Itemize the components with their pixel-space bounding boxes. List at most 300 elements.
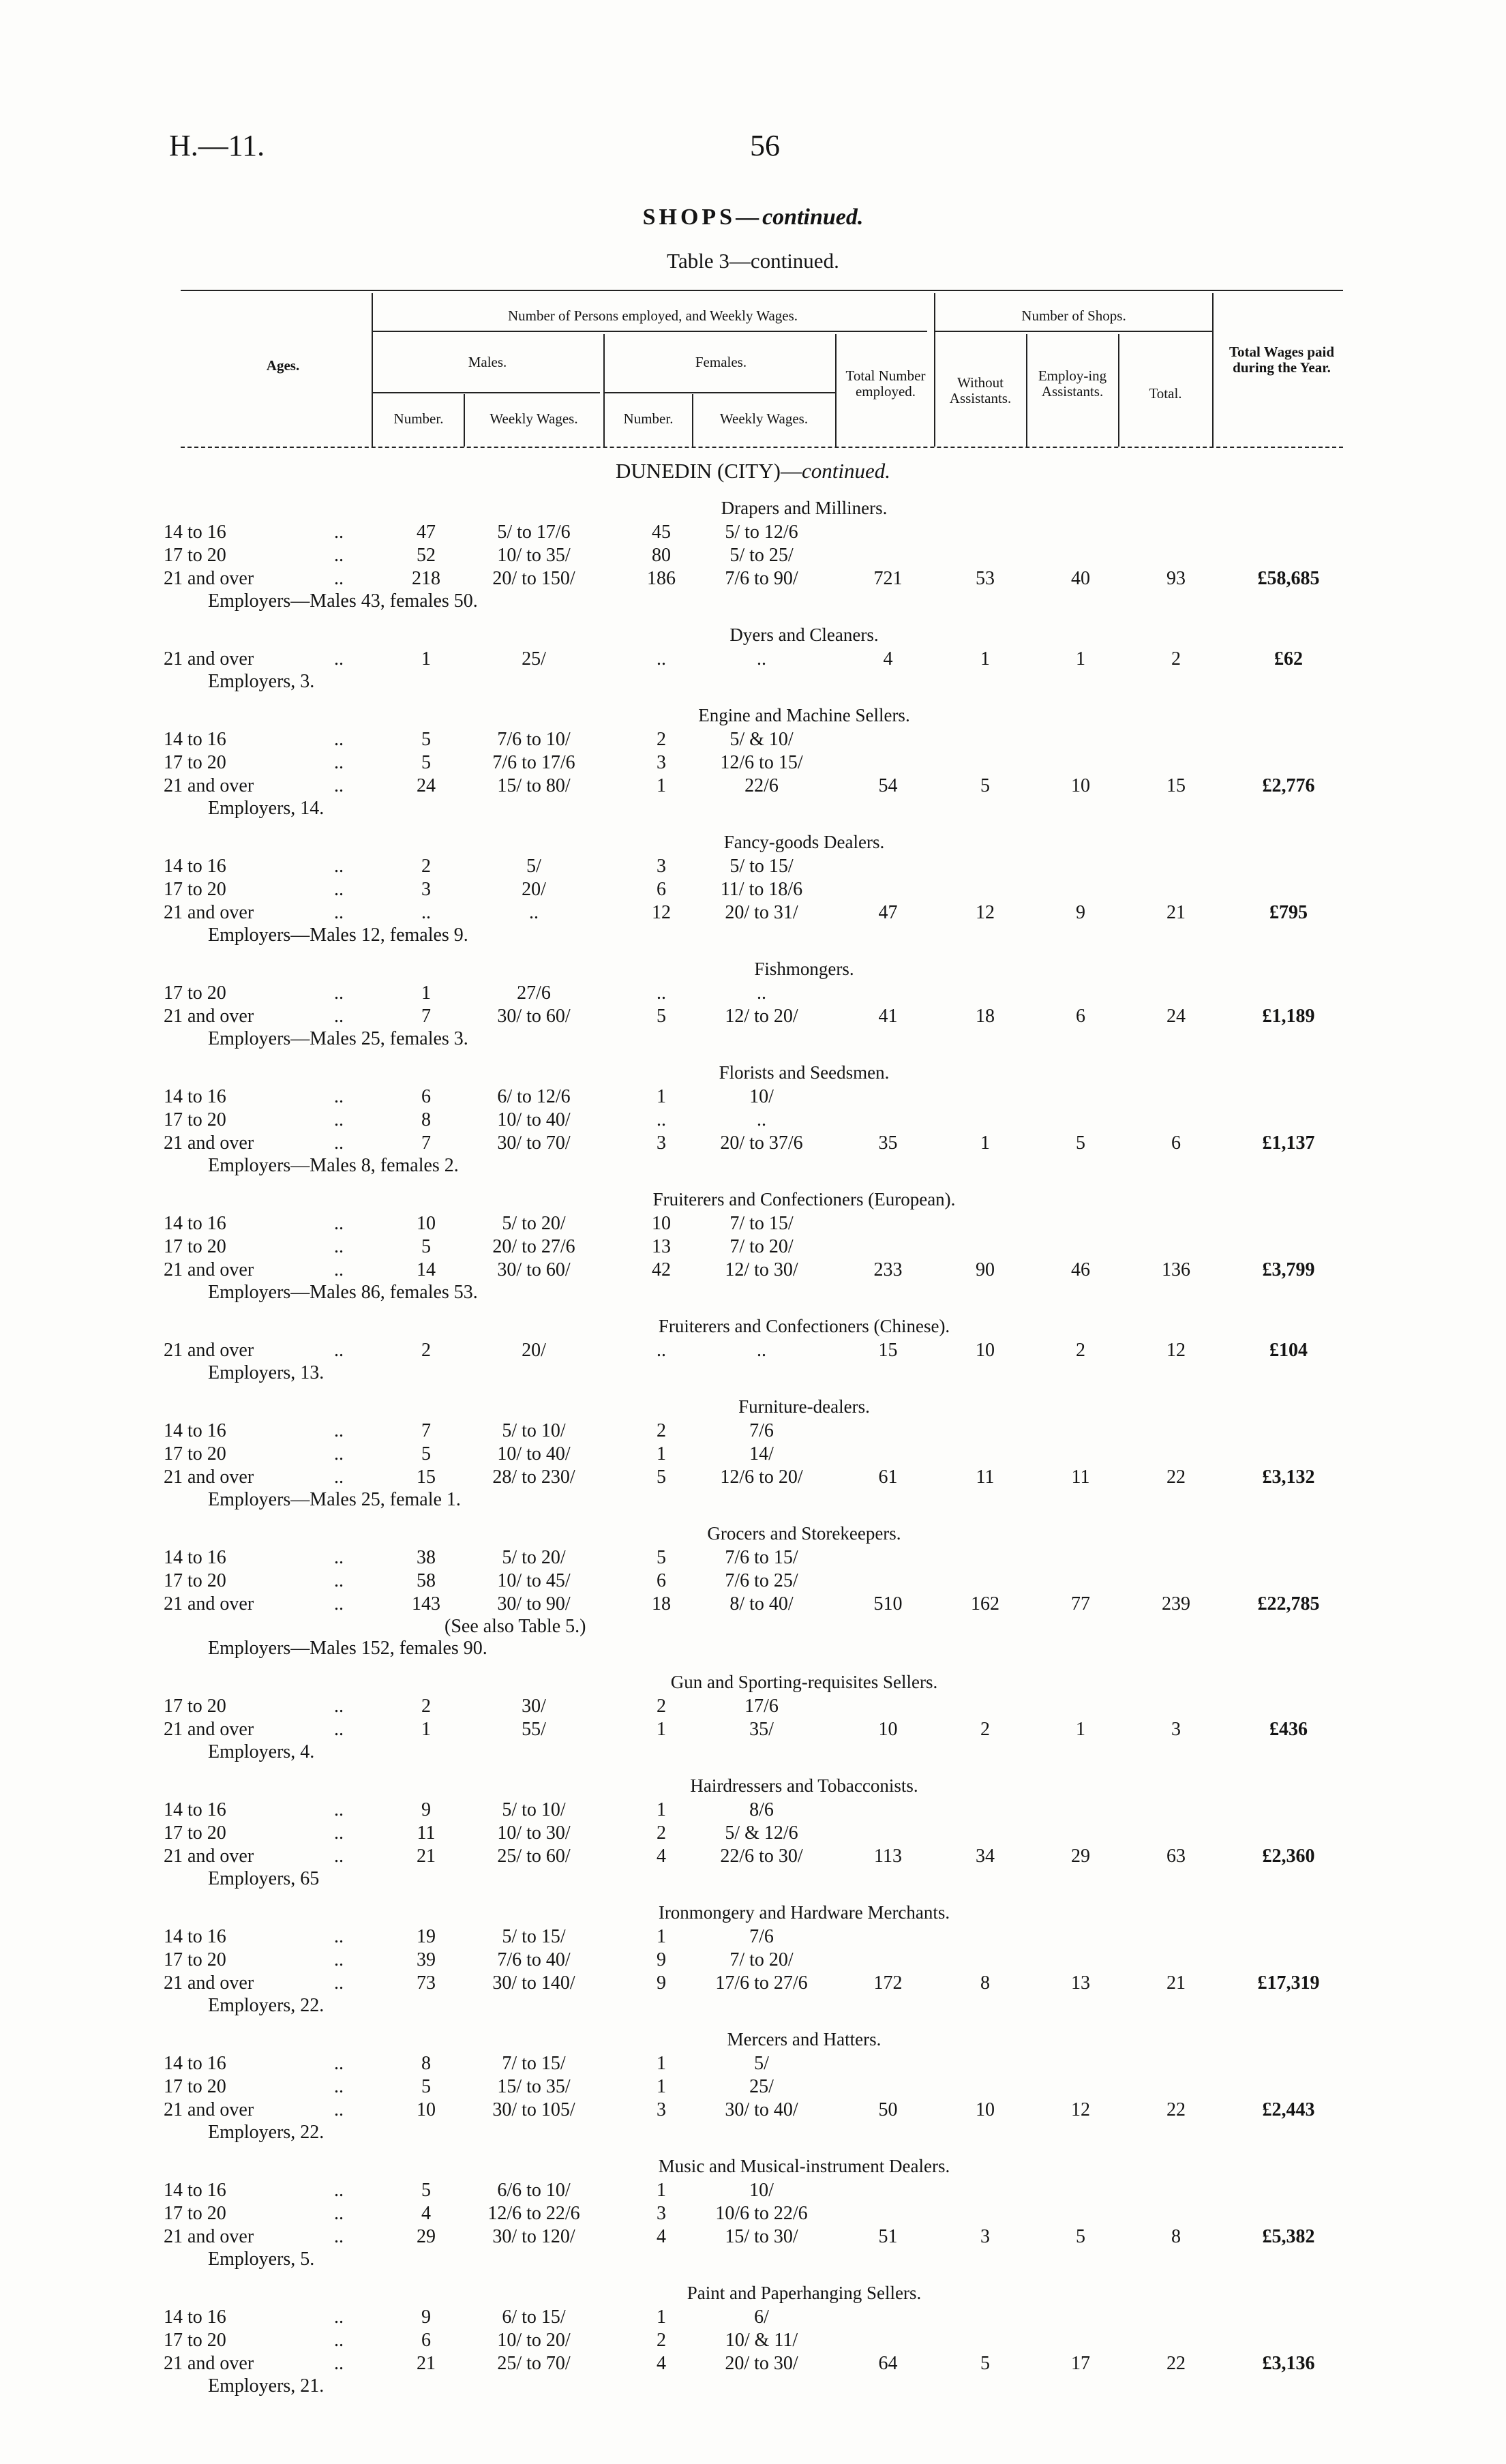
employing-assistants-cell: 17 [1071,2353,1090,2374]
table-row [0,1718,1506,1741]
leader-dots: .. [334,1132,344,1154]
total-wages-cell: £2,776 [1262,775,1315,796]
total-shops-cell: 63 [1166,1846,1186,1867]
city-continued: continued. [801,459,890,483]
males-wages-cell: 5/ to 10/ [502,1799,566,1820]
total-employed-cell: 54 [878,775,898,796]
age-cell: 14 to 16 [164,2053,226,2074]
males-wages-cell: 5/ to 10/ [502,1420,566,1441]
employing-assistants-cell: 12 [1071,2099,1090,2120]
table-row [0,1005,1506,1028]
without-assistants-cell: 5 [980,775,990,796]
females-wages-cell: 5/ & 12/6 [725,1822,798,1844]
females-wages-cell: 15/ to 30/ [725,2226,798,2247]
header-males-number: Number. [393,410,444,427]
age-cell: 21 and over [164,648,254,670]
males-number-cell: 5 [421,729,431,750]
table-row [0,2306,1506,2329]
females-wages-cell: 11/ to 18/6 [720,879,803,900]
males-wages-cell: 5/ to 17/6 [497,522,571,543]
city-heading [0,459,1506,483]
age-cell: 17 to 20 [164,2330,226,2351]
trade-heading: Drapers and Milliners. [721,498,888,518]
females-number-cell: 3 [657,2099,666,2120]
table-row [0,521,1506,544]
age-cell: 14 to 16 [164,2180,226,2201]
employers-line: Employers—Males 8, females 2. [208,1155,459,1176]
females-wages-cell: 12/ to 30/ [725,1259,798,1280]
females-number-cell: 186 [647,568,676,589]
employing-assistants-cell: 10 [1071,775,1090,796]
total-employed-cell: 61 [878,1467,898,1488]
females-wages-cell: 17/6 to 27/6 [715,1972,808,1994]
city-name: DUNEDIN (CITY)— [616,459,802,483]
table-row [0,567,1506,590]
table-row [0,1822,1506,1845]
males-wages-cell: 30/ [522,1696,546,1717]
total-employed-cell: 64 [878,2353,898,2374]
age-cell: 17 to 20 [164,2076,226,2097]
title-continued: continued. [762,205,864,230]
trade-heading: Fruiterers and Confectioners (European). [652,1189,956,1210]
total-wages-cell: £2,443 [1262,2099,1315,2120]
trade-section [0,1060,1506,1186]
trade-heading: Florists and Seedsmen. [719,1062,890,1083]
leader-dots: .. [334,2226,344,2247]
page-number: 56 [750,129,780,162]
males-number-cell: 73 [417,1972,436,1994]
leader-dots: .. [334,522,344,543]
males-number-cell: 9 [421,1799,431,1820]
males-wages-cell: 10/ to 30/ [497,1822,571,1844]
section-gap [0,2017,1506,2026]
age-cell: 17 to 20 [164,1570,226,1591]
leader-dots: .. [334,1593,344,1614]
females-wages-cell: 14/ [749,1443,774,1464]
females-number-cell: 1 [657,1926,666,1947]
age-cell: 17 to 20 [164,1822,226,1844]
table-row [0,2179,1506,2202]
females-number-cell: 3 [657,2203,666,2224]
age-cell: 17 to 20 [164,545,226,566]
males-wages-cell: 10/ to 35/ [497,545,571,566]
males-number-cell: 8 [421,2053,431,2074]
females-wages-cell: 10/ [749,1086,774,1107]
age-cell: 14 to 16 [164,1086,226,1107]
males-number-cell: 7 [421,1132,431,1154]
employing-assistants-cell: 2 [1076,1340,1085,1361]
females-number-cell: 2 [657,1696,666,1717]
trade-section [0,829,1506,956]
without-assistants-cell: 10 [976,1340,995,1361]
females-wages-cell: 12/6 to 15/ [720,752,803,773]
females-number-cell: .. [657,1109,666,1130]
total-wages-cell: £17,319 [1257,1972,1320,1994]
females-number-cell: 5 [657,1547,666,1568]
males-number-cell: 5 [421,752,431,773]
table-row [0,1466,1506,1489]
total-wages-cell: £3,132 [1262,1467,1315,1488]
total-shops-cell: 24 [1166,1006,1186,1027]
table-row [0,728,1506,751]
males-rule [372,392,600,393]
leader-dots: .. [334,1443,344,1464]
males-number-cell: 9 [421,2307,431,2328]
females-number-cell: 6 [657,1570,666,1591]
males-wages-cell: 12/6 to 22/6 [487,2203,580,2224]
header-divider [934,293,935,447]
males-number-cell: 19 [417,1926,436,1947]
males-wages-cell: 10/ to 20/ [497,2330,571,2351]
table-row [0,1132,1506,1155]
leader-dots: .. [334,729,344,750]
employing-assistants-cell: 5 [1076,2226,1085,2247]
section-gap [0,2397,1506,2407]
total-wages-cell: £5,382 [1262,2226,1315,2247]
trade-section [0,702,1506,829]
males-number-cell: 52 [417,545,436,566]
table-subtitle: Table 3—continued. [667,249,839,273]
females-number-cell: 9 [657,1972,666,1994]
males-number-cell: 6 [421,1086,431,1107]
females-wages-cell: .. [757,982,766,1004]
age-cell: 21 and over [164,1006,254,1027]
age-cell: 21 and over [164,1593,254,1614]
males-number-cell: 1 [421,982,431,1004]
table-row [0,751,1506,775]
header-shops: Number of Shops. [1021,307,1126,324]
employing-assistants-cell: 1 [1076,1719,1085,1740]
employers-line: Employers—Males 25, female 1. [208,1489,461,1510]
document-reference: H.—11. [169,129,265,162]
without-assistants-cell: 2 [980,1719,990,1740]
females-number-cell: 10 [652,1213,671,1234]
employers-line: Employers, 22. [208,1995,325,2016]
females-number-cell: 2 [657,729,666,750]
total-shops-cell: 22 [1166,2099,1186,2120]
males-wages-cell: 7/6 to 40/ [497,1949,571,1970]
trade-heading: Gun and Sporting-requisites Sellers. [670,1672,938,1692]
leader-dots: .. [334,1846,344,1867]
employers-line: Employers—Males 25, females 3. [208,1028,468,1049]
employers-line: Employers—Males 86, females 53. [208,1282,478,1303]
total-shops-cell: 22 [1166,2353,1186,2374]
header-total-shops: Total. [1149,385,1182,402]
females-number-cell: 3 [657,1132,666,1154]
males-wages-cell: 20/ [522,879,546,900]
leader-dots: .. [334,1340,344,1361]
leader-dots: .. [334,1259,344,1280]
age-cell: 21 and over [164,1467,254,1488]
section-gap [0,2270,1506,2280]
table-row [0,1569,1506,1593]
header-divider [603,334,605,447]
trade-heading: Ironmongery and Hardware Merchants. [658,1902,950,1923]
table-row [0,1419,1506,1443]
table-row [0,2099,1506,2122]
total-employed-cell: 113 [874,1846,902,1867]
without-assistants-cell: 162 [971,1593,999,1614]
age-cell: 21 and over [164,2099,254,2120]
leader-dots: .. [334,1822,344,1844]
age-cell: 14 to 16 [164,1799,226,1820]
table-row [0,775,1506,798]
header-bottom-rule [181,447,1343,448]
header-females: Females. [695,354,747,370]
leader-dots: .. [334,1696,344,1717]
total-shops-cell: 6 [1171,1132,1181,1154]
total-employed-cell: 721 [873,568,903,589]
without-assistants-cell: 5 [980,2353,990,2374]
employing-assistants-cell: 13 [1071,1972,1090,1994]
trade-section [0,2026,1506,2153]
age-cell: 21 and over [164,1719,254,1740]
without-assistants-cell: 12 [976,902,995,923]
section-gap [0,1763,1506,1773]
males-number-cell: 24 [417,775,436,796]
females-wages-cell: .. [757,1109,766,1130]
leader-dots: .. [334,1972,344,1994]
table-row [0,2202,1506,2225]
females-number-cell: 3 [657,752,666,773]
leader-dots: .. [334,545,344,566]
leader-dots: .. [334,648,344,670]
leader-dots: .. [334,775,344,796]
employers-line: Employers, 3. [208,671,315,692]
age-cell: 21 and over [164,2226,254,2247]
age-cell: 21 and over [164,1340,254,1361]
header-employing-assistants: Employ-ing Assistants. [1038,367,1107,400]
table-row [0,2075,1506,2099]
employing-assistants-cell: 5 [1076,1132,1085,1154]
females-wages-cell: 7/6 [749,1926,774,1947]
females-number-cell: 2 [657,1420,666,1441]
leader-dots: .. [334,1213,344,1234]
leader-dots: .. [334,856,344,877]
males-wages-cell: 25/ to 70/ [497,2353,571,2374]
table-row [0,1949,1506,1972]
males-number-cell: 4 [421,2203,431,2224]
males-number-cell: 14 [417,1259,436,1280]
employers-line: Employers—Males 152, females 90. [208,1638,487,1659]
leader-dots: .. [334,752,344,773]
males-number-cell: 143 [412,1593,440,1614]
employing-assistants-cell: 1 [1076,648,1085,670]
total-shops-cell: 93 [1166,568,1186,589]
employers-line: Employers—Males 12, females 9. [208,925,468,946]
age-cell: 21 and over [164,1132,254,1154]
males-wages-cell: 30/ to 90/ [497,1593,571,1614]
without-assistants-cell: 18 [976,1006,995,1027]
trade-section [0,495,1506,622]
table-row [0,982,1506,1005]
table-row [0,1972,1506,1995]
total-employed-cell: 4 [883,648,893,670]
total-shops-cell: 12 [1166,1340,1186,1361]
females-wages-cell: 7/6 to 25/ [725,1570,798,1591]
total-shops-cell: 239 [1162,1593,1190,1614]
table-row [0,1695,1506,1718]
males-wages-cell: 7/ to 15/ [502,2053,566,2074]
trade-section [0,2280,1506,2407]
females-number-cell: 1 [657,1799,666,1820]
males-number-cell: 29 [417,2226,436,2247]
age-cell: 17 to 20 [164,1949,226,1970]
table-row [0,1799,1506,1822]
males-wages-cell: 55/ [522,1719,546,1740]
males-wages-cell: 15/ to 35/ [497,2076,571,2097]
females-wages-cell: 5/ to 25/ [729,545,794,566]
section-gap [0,1659,1506,1669]
age-cell: 14 to 16 [164,1547,226,1568]
trade-section [0,1186,1506,1313]
without-assistants-cell: 11 [976,1467,995,1488]
leader-dots: .. [334,1799,344,1820]
without-assistants-cell: 10 [976,2099,995,2120]
males-number-cell: 39 [417,1949,436,1970]
leader-dots: .. [334,2330,344,2351]
females-number-cell: 4 [657,2353,666,2374]
total-wages-cell: £3,799 [1262,1259,1315,1280]
trade-heading: Furniture-dealers. [738,1396,870,1417]
males-wages-cell: 10/ to 45/ [497,1570,571,1591]
males-wages-cell: 30/ to 70/ [497,1132,571,1154]
females-wages-cell: 8/6 [749,1799,774,1820]
without-assistants-cell: 53 [976,568,995,589]
leader-dots: .. [334,1006,344,1027]
total-shops-cell: 15 [1166,775,1186,796]
males-wages-cell: 10/ to 40/ [497,1109,571,1130]
females-wages-cell: 5/ to 15/ [729,856,794,877]
females-wages-cell: 10/ [749,2180,774,2201]
age-cell: 17 to 20 [164,982,226,1004]
age-cell: 14 to 16 [164,1213,226,1234]
males-number-cell: 7 [421,1420,431,1441]
females-wages-cell: 20/ to 31/ [725,902,798,923]
section-gap [0,612,1506,622]
header-divider [1118,334,1119,447]
males-number-cell: 5 [421,2180,431,2201]
total-employed-cell: 41 [878,1006,898,1027]
table-row [0,1085,1506,1109]
leader-dots: .. [334,1926,344,1947]
total-employed-cell: 51 [878,2226,898,2247]
males-number-cell: 10 [417,1213,436,1234]
header-total-employed: Total Number employed. [845,367,926,400]
total-shops-cell: 8 [1171,2226,1181,2247]
persons-rule [372,331,927,332]
table-note: (See also Table 5.) [445,1616,586,1637]
table-row [0,544,1506,567]
age-cell: 14 to 16 [164,1420,226,1441]
table-row [0,1259,1506,1282]
females-number-cell: 13 [652,1236,671,1257]
females-wages-cell: 7/ to 20/ [729,1236,794,1257]
trade-heading: Music and Musical-instrument Dealers. [658,2156,950,2176]
males-number-cell: 3 [421,879,431,900]
age-cell: 14 to 16 [164,522,226,543]
females-number-cell: .. [657,648,666,670]
total-employed-cell: 35 [878,1132,898,1154]
males-wages-cell: 25/ to 60/ [497,1846,571,1867]
employers-line: Employers, 4. [208,1741,315,1762]
leader-dots: .. [334,2180,344,2201]
table-row [0,1925,1506,1949]
without-assistants-cell: 1 [980,648,990,670]
trade-heading: Fruiterers and Confectioners (Chinese). [658,1316,950,1336]
males-wages-cell: 6/ to 12/6 [497,1086,571,1107]
total-shops-cell: 3 [1171,1719,1181,1740]
leader-dots: .. [334,2353,344,2374]
age-cell: 17 to 20 [164,1109,226,1130]
females-wages-cell: 5/ to 12/6 [725,522,798,543]
females-wages-cell: 12/6 to 20/ [720,1467,803,1488]
males-number-cell: 2 [421,856,431,877]
age-cell: 14 to 16 [164,1926,226,1947]
leader-dots: .. [334,1570,344,1591]
leader-dots: .. [334,1949,344,1970]
section-gap [0,2144,1506,2153]
females-wages-cell: 8/ to 40/ [729,1593,794,1614]
leader-dots: .. [334,1719,344,1740]
males-number-cell: 7 [421,1006,431,1027]
total-wages-cell: £58,685 [1257,568,1320,589]
header-males: Males. [468,354,507,370]
age-cell: 17 to 20 [164,1696,226,1717]
males-number-cell: 5 [421,1443,431,1464]
employers-line: Employers, 5. [208,2249,315,2270]
page-title [0,205,1506,230]
header-divider [464,394,465,447]
females-wages-cell: 7/6 to 90/ [725,568,798,589]
employing-assistants-cell: 40 [1071,568,1090,589]
males-wages-cell: 5/ to 20/ [502,1547,566,1568]
males-wages-cell: 6/6 to 10/ [497,2180,571,2201]
header-divider [372,293,373,447]
leader-dots: .. [334,879,344,900]
trade-heading: Fishmongers. [754,959,854,979]
trade-heading: Fancy-goods Dealers. [723,832,885,852]
females-number-cell: 4 [657,1846,666,1867]
employing-assistants-cell: 9 [1076,902,1085,923]
females-number-cell: 3 [657,856,666,877]
females-wages-cell: 10/ & 11/ [725,2330,798,2351]
males-wages-cell: 20/ to 150/ [492,568,575,589]
table-row [0,2225,1506,2249]
males-number-cell: 10 [417,2099,436,2120]
table-row [0,1845,1506,1868]
females-number-cell: 1 [657,2307,666,2328]
trade-heading: Engine and Machine Sellers. [698,705,910,725]
females-number-cell: 1 [657,1086,666,1107]
males-number-cell: 58 [417,1570,436,1591]
total-wages-cell: £795 [1269,902,1308,923]
table-row [0,2352,1506,2375]
males-wages-cell: 5/ to 20/ [502,1213,566,1234]
title-main: SHOPS— [642,205,763,230]
header-top-rule [181,290,1343,291]
females-wages-cell: 22/6 [744,775,779,796]
females-number-cell: 18 [652,1593,671,1614]
females-wages-cell: .. [757,1340,766,1361]
leader-dots: .. [334,1236,344,1257]
header-divider [835,334,837,447]
trade-heading: Mercers and Hatters. [727,2029,882,2049]
total-wages-cell: £1,137 [1262,1132,1315,1154]
males-number-cell: 1 [421,1719,431,1740]
males-wages-cell: 10/ to 40/ [497,1443,571,1464]
females-wages-cell: 12/ to 20/ [725,1006,798,1027]
